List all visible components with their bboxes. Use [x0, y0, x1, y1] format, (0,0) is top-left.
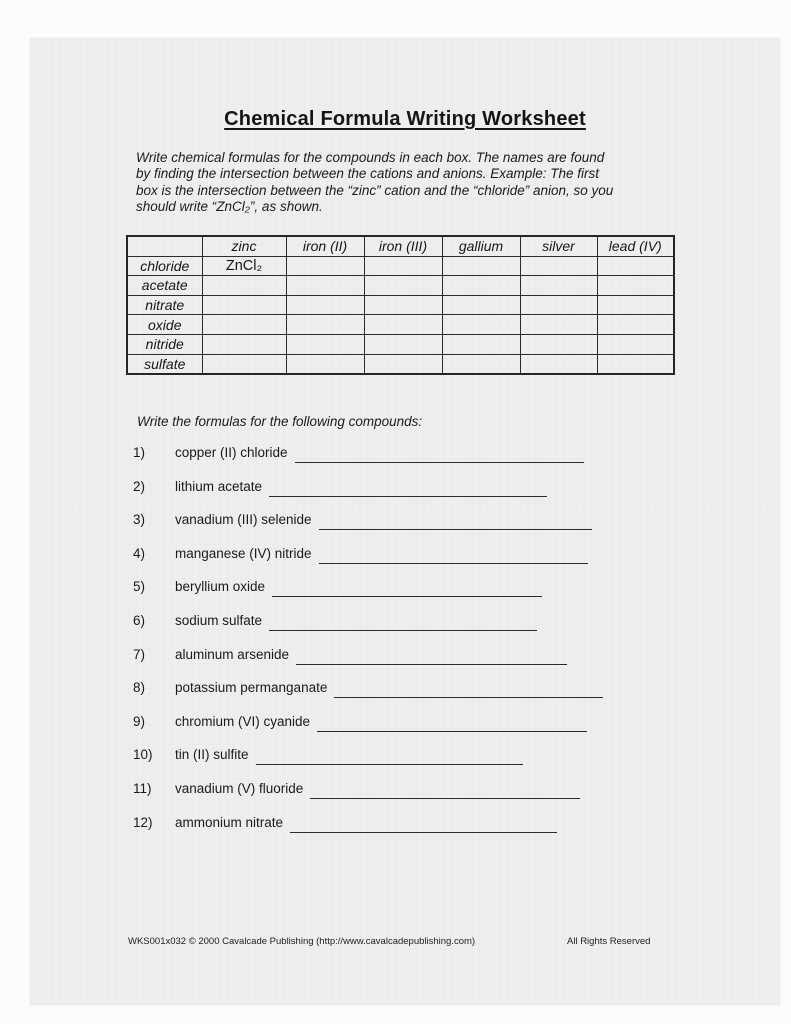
formula-cell: [202, 354, 286, 374]
column-header: gallium: [442, 236, 520, 256]
formula-cell: [597, 354, 674, 374]
formula-cell: [520, 276, 597, 296]
intro-line: box is the intersection between the “zinc” cation and the “chloride” anion, so you: [136, 182, 614, 198]
table-row: [127, 315, 674, 335]
formula-cell: [364, 295, 442, 315]
formula-cell: [364, 315, 442, 335]
question-number: 1): [133, 445, 146, 460]
formula-table: [126, 235, 675, 375]
answer-blank: [296, 647, 567, 665]
question-number: 6): [133, 612, 146, 628]
question-row: [133, 647, 567, 681]
formula-cell: [442, 334, 520, 354]
question-row: [133, 613, 537, 647]
formula-cell: [520, 334, 597, 354]
question-number: 4): [133, 545, 146, 561]
footer-rights-text: All Rights Reserved: [567, 936, 651, 947]
question-row: [133, 680, 603, 714]
answer-blank: [272, 579, 542, 597]
answer-blank: [256, 747, 523, 765]
question-row: [133, 815, 557, 849]
column-header: silver: [520, 236, 597, 256]
question-label: manganese (IV) nitride: [175, 545, 312, 561]
answer-blank: [334, 680, 603, 698]
question-number: 8): [133, 680, 146, 696]
row-header: acetate: [127, 276, 202, 296]
question-row: [133, 747, 523, 781]
question-number: 5): [133, 579, 146, 595]
question-number: 2): [133, 478, 146, 494]
intro-line: Write chemical formulas for the compounds in each box. The names are found: [136, 150, 605, 165]
answer-blank: [317, 714, 587, 732]
corner-cell: [127, 236, 202, 256]
answer-blank: [319, 512, 592, 530]
formula-cell: [442, 256, 520, 276]
column-header: lead (IV): [597, 236, 674, 256]
intro-line: by finding the intersection between the cations and anions. Example: The first: [136, 166, 600, 182]
formula-cell: [364, 334, 442, 354]
answer-blank: [269, 613, 537, 631]
formula-cell: [442, 354, 520, 374]
answer-blank: [290, 815, 557, 833]
table-row: [127, 256, 674, 276]
question-label: vanadium (V) fluoride: [175, 780, 304, 796]
question-label: tin (II) sulfite: [175, 747, 249, 763]
section-heading: Write the formulas for the following compounds:: [137, 414, 423, 429]
table-row: [127, 276, 674, 296]
formula-cell: [442, 295, 520, 315]
formula-cell: [286, 256, 364, 276]
column-header: iron (III): [364, 236, 442, 256]
question-label: ammonium nitrate: [175, 814, 284, 830]
question-row: [133, 479, 547, 513]
intro-paragraph: [136, 150, 676, 215]
column-header: zinc: [202, 236, 286, 256]
formula-cell: [286, 276, 364, 296]
question-row: [133, 445, 584, 479]
formula-cell: [597, 334, 674, 354]
formula-cell: [202, 295, 286, 315]
row-header: oxide: [127, 315, 202, 335]
question-label: beryllium oxide: [175, 579, 266, 595]
formula-cell: [202, 315, 286, 335]
formula-cell: [597, 295, 674, 315]
question-number: 9): [133, 713, 146, 729]
question-label: potassium permanganate: [175, 680, 328, 696]
question-number: 11): [133, 780, 152, 796]
table-row: [127, 295, 674, 315]
question-label: chromium (VI) cyanide: [175, 713, 311, 729]
question-number: 12): [133, 814, 153, 830]
question-row: [133, 546, 588, 580]
formula-cell: [286, 334, 364, 354]
question-list: [133, 445, 613, 848]
question-label: vanadium (III) selenide: [175, 512, 312, 528]
formula-cell: [597, 315, 674, 335]
column-header: iron (II): [286, 236, 364, 256]
row-header: sulfate: [127, 354, 202, 374]
question-number: 10): [133, 747, 153, 763]
question-row: [133, 579, 542, 613]
question-row: [133, 781, 580, 815]
worksheet-page: [30, 38, 780, 1005]
question-label: aluminum arsenide: [175, 646, 290, 662]
formula-cell: [520, 354, 597, 374]
answer-blank: [319, 546, 588, 564]
table-row: [127, 354, 674, 374]
intro-line: should write “ZnCl₂”, as shown.: [136, 198, 323, 214]
formula-cell: [597, 276, 674, 296]
question-label: copper (II) chloride: [175, 445, 288, 460]
formula-cell: [202, 334, 286, 354]
formula-cell: [364, 256, 442, 276]
question-number: 7): [133, 646, 146, 662]
question-row: [133, 512, 592, 546]
formula-cell: ZnCl₂: [202, 256, 286, 276]
row-header: nitrate: [127, 295, 202, 315]
page-title: Chemical Formula Writing Worksheet: [224, 108, 586, 130]
question-row: [133, 714, 587, 748]
row-header: nitride: [127, 334, 202, 354]
formula-cell: [202, 276, 286, 296]
formula-cell: [520, 315, 597, 335]
question-label: sodium sulfate: [175, 612, 263, 628]
footer-publisher-text: WKS001x032 © 2000 Cavalcade Publishing (http://www.cavalcadepublishing.com): [128, 936, 476, 947]
row-header: chloride: [127, 256, 202, 276]
question-number: 3): [133, 512, 146, 528]
formula-cell: [364, 276, 442, 296]
question-label: lithium acetate: [175, 478, 263, 494]
answer-blank: [295, 445, 584, 463]
formula-cell: [442, 315, 520, 335]
answer-blank: [310, 781, 580, 799]
formula-cell: [286, 315, 364, 335]
formula-cell: [520, 295, 597, 315]
answer-blank: [269, 479, 547, 497]
formula-cell: [597, 256, 674, 276]
formula-cell: [286, 295, 364, 315]
formula-cell: [286, 354, 364, 374]
table-row: [127, 334, 674, 354]
formula-cell: [520, 256, 597, 276]
table-header-row: [127, 236, 674, 256]
formula-cell: [364, 354, 442, 374]
formula-cell: [442, 276, 520, 296]
